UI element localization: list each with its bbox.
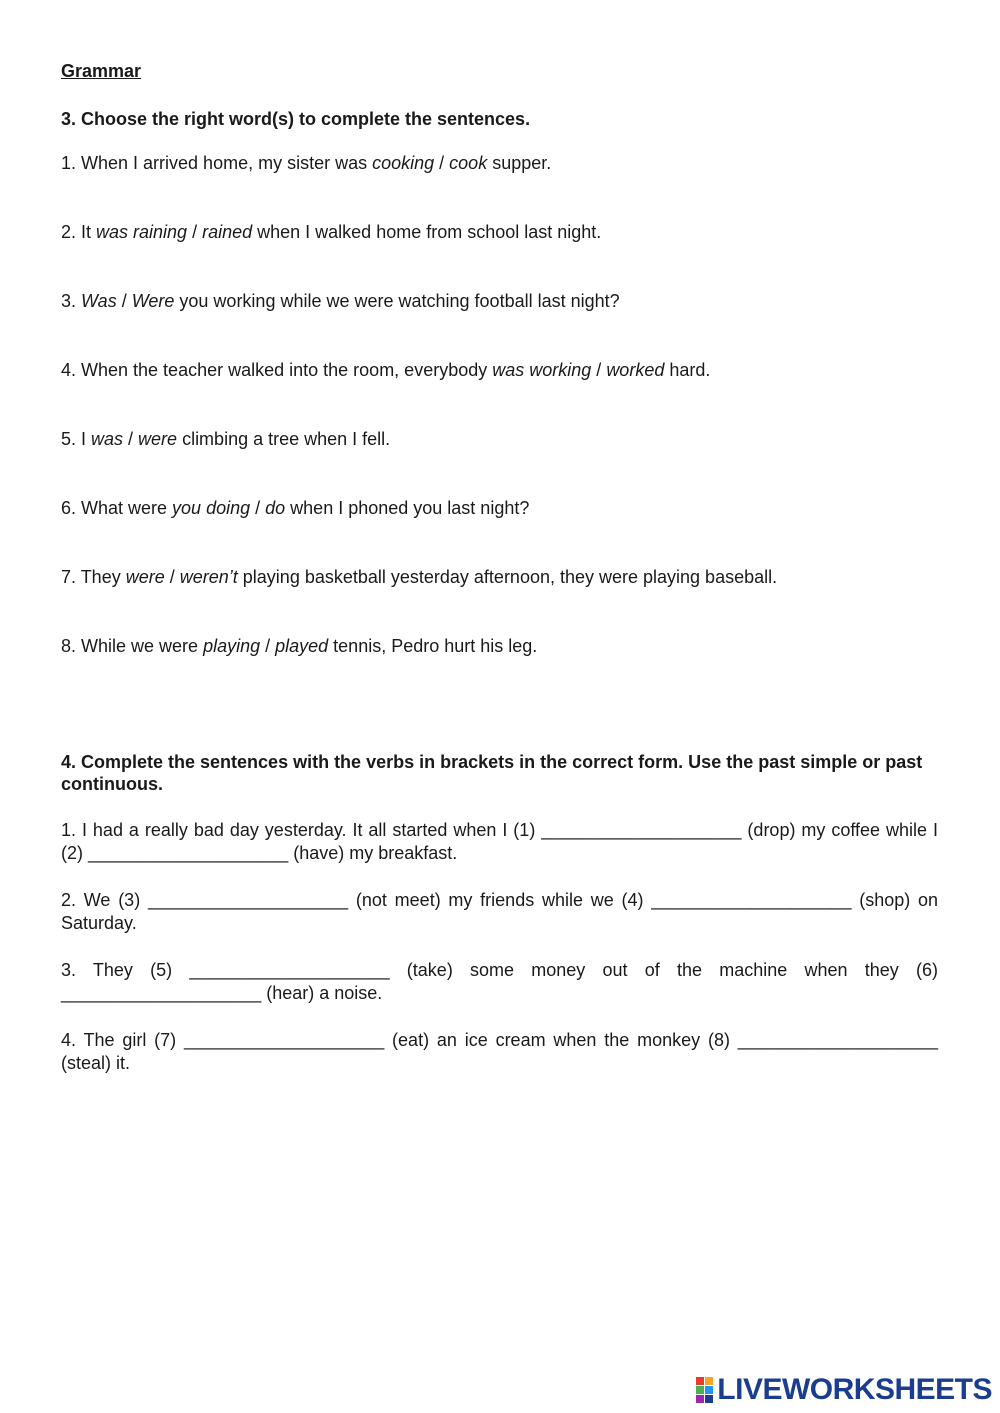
option-separator: / <box>164 567 180 587</box>
s4-item-4[interactable]: 4. The girl (7) ____________________ (eat) an ice cream when the monkey (8) ____________________ (steal) it. <box>61 1030 938 1073</box>
worksheet-page <box>61 60 938 1099</box>
option-a[interactable]: Was <box>81 291 117 311</box>
logo-block <box>705 1377 713 1385</box>
option-b[interactable]: rained <box>202 222 253 242</box>
option-separator: / <box>260 636 276 656</box>
option-separator: / <box>591 360 607 380</box>
s3-item-text: you working while we were watching football last night? <box>174 291 620 311</box>
option-b[interactable]: weren’t <box>179 567 238 587</box>
option-b[interactable]: do <box>265 498 286 518</box>
s3-item-text: 1. When I arrived home, my sister was <box>61 153 373 173</box>
option-separator: / <box>187 222 203 242</box>
s3-item-text: hard. <box>664 360 711 380</box>
s3-item-2 <box>61 221 938 243</box>
option-a[interactable]: were <box>125 567 165 587</box>
s3-item-text: 4. When the teacher walked into the room, everybody <box>61 360 493 380</box>
option-a[interactable]: was raining <box>96 222 188 242</box>
section-4-title: 4. Complete the sentences with the verbs in brackets in the correct form. Use the past simple or past continuous. <box>61 752 923 794</box>
s3-item-6 <box>61 497 938 519</box>
option-separator: / <box>250 498 266 518</box>
s3-item-text: 7. They <box>61 567 126 587</box>
s3-item-text: when I walked home from school last night. <box>252 222 602 242</box>
s3-item-text: 2. It <box>61 222 97 242</box>
s3-item-text: 5. I <box>61 429 92 449</box>
s4-item-3[interactable]: 3. They (5) ____________________ (take) some money out of the machine when they (6) ____________________ (hear) a noise. <box>61 960 938 1003</box>
logo-block <box>696 1386 704 1394</box>
s3-item-text: supper. <box>487 153 552 173</box>
s3-item-text: 6. What were <box>61 498 173 518</box>
option-a[interactable]: was <box>91 429 124 449</box>
s3-item-text: 3. <box>61 291 82 311</box>
s4-item-2[interactable]: 2. We (3) ____________________ (not meet) my friends while we (4) ____________________ (shop) on Saturday. <box>61 890 938 933</box>
option-separator: / <box>434 153 450 173</box>
section-3 <box>61 108 938 657</box>
s3-item-1 <box>61 152 938 174</box>
option-b[interactable]: worked <box>606 360 665 380</box>
logo-text: LIVEWORKSHEETS <box>717 1373 992 1406</box>
option-separator: / <box>116 291 132 311</box>
s3-item-text: tennis, Pedro hurt his leg. <box>328 636 538 656</box>
s3-item-7 <box>61 566 938 588</box>
option-a[interactable]: playing <box>203 636 261 656</box>
logo-block <box>705 1386 713 1394</box>
logo-block <box>696 1377 704 1385</box>
s3-item-8 <box>61 635 938 657</box>
option-a[interactable]: you doing <box>172 498 251 518</box>
s3-item-4 <box>61 359 938 381</box>
s3-item-5 <box>61 428 938 450</box>
option-b[interactable]: played <box>275 636 329 656</box>
liveworksheets-logo-icon <box>696 1377 713 1403</box>
option-b[interactable]: were <box>138 429 178 449</box>
option-separator: / <box>123 429 139 449</box>
section-4 <box>61 751 938 1075</box>
s3-item-text: climbing a tree when I fell. <box>177 429 391 449</box>
s4-item-1[interactable]: 1. I had a really bad day yesterday. It all started when I (1) ____________________ (drop) my coffee while I (2) ____________________ (have) my breakfast. <box>61 820 938 863</box>
option-b[interactable]: cook <box>449 153 488 173</box>
logo-block <box>696 1395 704 1403</box>
option-a[interactable]: cooking <box>372 153 435 173</box>
liveworksheets-logo[interactable] <box>696 1373 992 1407</box>
s3-item-text: when I phoned you last night? <box>285 498 530 518</box>
s3-item-text: playing basketball yesterday afternoon, they were playing baseball. <box>237 567 778 587</box>
option-a[interactable]: was working <box>492 360 592 380</box>
s3-item-3 <box>61 290 938 312</box>
logo-block <box>705 1395 713 1403</box>
heading-grammar: Grammar <box>61 61 142 81</box>
s3-item-text: 8. While we were <box>61 636 204 656</box>
option-b[interactable]: Were <box>131 291 175 311</box>
section-3-title: 3. Choose the right word(s) to complete the sentences. <box>61 109 531 129</box>
